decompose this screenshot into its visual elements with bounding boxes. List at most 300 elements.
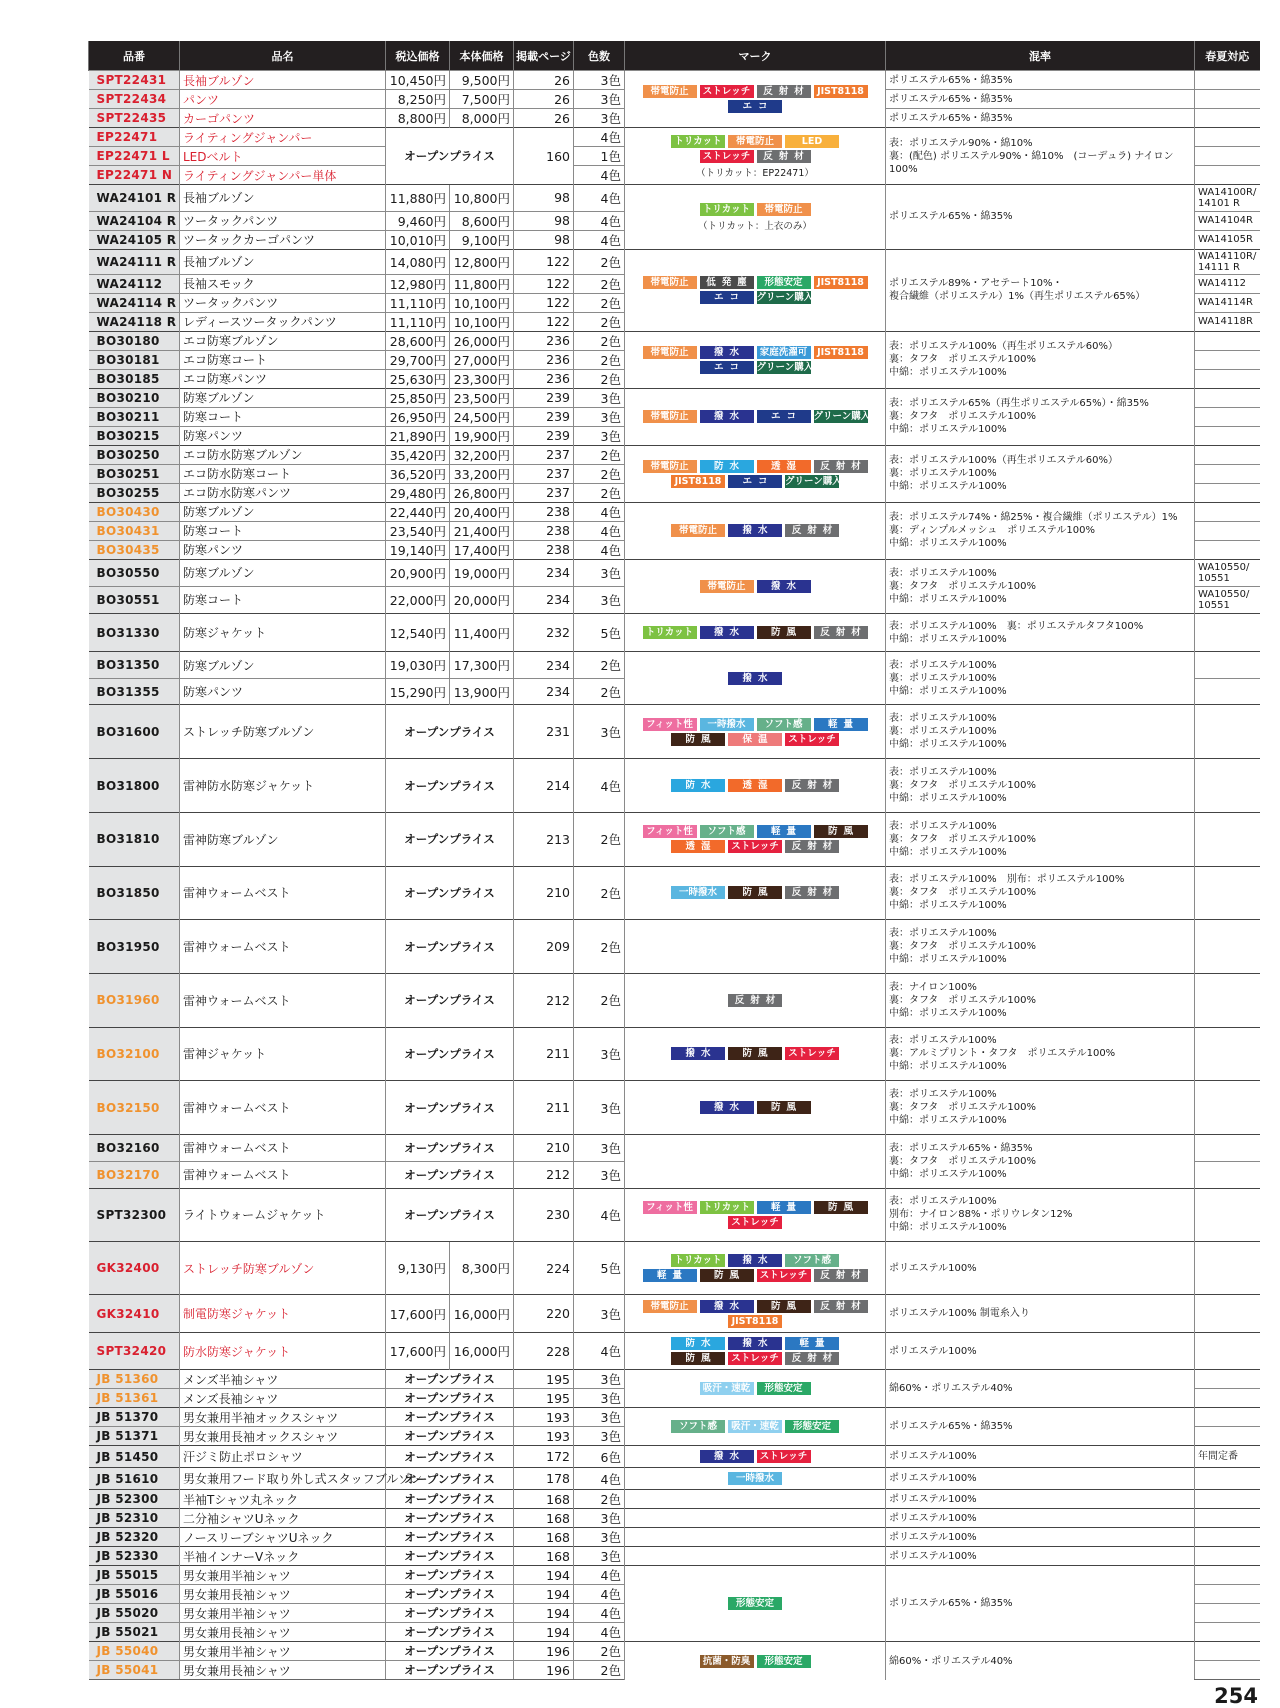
color-count: 4色	[574, 166, 625, 185]
table-row	[89, 1370, 1260, 1389]
product-name: ストレッチ防寒ブルゾン	[180, 1242, 386, 1295]
product-name: 雷神防水防寒ジャケット	[180, 759, 386, 813]
mix-line: ポリエステル100%	[889, 1512, 977, 1524]
mix-line: ポリエステル100%	[889, 1550, 977, 1562]
mark-badge: ストレッチ	[785, 1047, 839, 1060]
mark-line	[629, 1216, 881, 1229]
table-row	[89, 502, 1260, 521]
mix-line: 裏：タフタ ポリエステル100%	[889, 1155, 1036, 1167]
summer-model	[1195, 1490, 1260, 1509]
material-mix	[886, 559, 1195, 613]
page-number: 254	[1214, 1684, 1258, 1708]
mix-line: 中綿：ポリエステル100%	[889, 538, 1007, 550]
product-name: エコ防水防寒パンツ	[180, 483, 386, 502]
table-row	[89, 920, 1260, 974]
open-price: オープンプライス	[386, 1566, 514, 1585]
material-mix	[886, 1027, 1195, 1081]
open-price: オープンプライス	[386, 1509, 514, 1528]
mark-badge: 抗菌・防臭	[700, 1655, 754, 1668]
catalog-page: 238	[514, 540, 574, 559]
product-name: エコ防水防寒ブルゾン	[180, 445, 386, 464]
base-price: 10,100円	[450, 293, 514, 312]
mark-line	[629, 460, 881, 473]
mark-badge: JIST8118	[814, 276, 868, 289]
tax-included-price: 25,630円	[386, 369, 450, 388]
mark-note: （トリカット：上衣のみ）	[698, 221, 812, 233]
product-name: 男女兼用半袖シャツ	[180, 1604, 386, 1623]
mark-line	[629, 886, 881, 899]
catalog-page: 213	[514, 812, 574, 866]
product-code: JB 52320	[89, 1528, 180, 1547]
table-row	[89, 1027, 1260, 1081]
table-row	[89, 388, 1260, 407]
product-name: 防寒パンツ	[180, 540, 386, 559]
feature-marks	[625, 1468, 886, 1490]
mark-badge: グリーン購入法	[756, 292, 823, 304]
open-price: オープンプライス	[386, 866, 514, 920]
mix-line: 表：ポリエステル100%	[889, 659, 997, 671]
product-name: 長袖ブルゾン	[180, 71, 386, 90]
catalog-page: 238	[514, 502, 574, 521]
catalog-page: 220	[514, 1295, 574, 1333]
tax-included-price: 15,290円	[386, 678, 450, 705]
mark-badge: 帯電防止	[643, 85, 697, 98]
product-code: WA24105 R	[89, 230, 180, 249]
catalog-page: 234	[514, 678, 574, 705]
table-row	[89, 613, 1260, 652]
material-mix	[886, 502, 1195, 559]
summer-model	[1195, 1242, 1260, 1295]
mark-badge: エコ	[728, 475, 782, 488]
header-name: 品名	[180, 41, 386, 71]
base-price: 26,800円	[450, 483, 514, 502]
mark-badge: 撥水	[700, 1300, 754, 1313]
catalog-page: 210	[514, 1134, 574, 1161]
catalog-page: 236	[514, 369, 574, 388]
mark-badge: ストレッチ	[728, 1352, 782, 1365]
mark-badge: 帯電防止	[643, 460, 697, 473]
color-count: 2色	[574, 1661, 625, 1680]
product-code: BO30181	[89, 350, 180, 369]
mark-line	[629, 85, 881, 98]
mix-line: 中綿：ポリエステル100%	[889, 633, 1007, 645]
material-mix	[886, 1081, 1195, 1135]
product-name: 雷神防寒ブルゾン	[180, 812, 386, 866]
tax-included-price: 19,030円	[386, 652, 450, 679]
product-name: 男女兼用長袖オックスシャツ	[180, 1427, 386, 1446]
mark-badge: 反射材	[785, 524, 839, 537]
material-mix	[886, 1295, 1195, 1333]
catalog-page: 26	[514, 90, 574, 109]
feature-marks	[625, 331, 886, 388]
product-code: BO32150	[89, 1081, 180, 1135]
mark-badge: エコ	[700, 361, 754, 374]
catalog-page: 26	[514, 109, 574, 128]
color-count: 2色	[574, 293, 625, 312]
color-count: 2色	[574, 652, 625, 679]
material-mix	[886, 1242, 1195, 1295]
tax-included-price: 17,600円	[386, 1332, 450, 1370]
table-row	[89, 559, 1260, 586]
mix-line: 中綿：ポリエステル100%	[889, 424, 1007, 436]
mark-badge: 透湿	[728, 779, 782, 792]
mark-badge: ストレッチ	[785, 733, 839, 746]
summer-model	[1195, 613, 1260, 652]
product-code: BO30431	[89, 521, 180, 540]
mix-line: 表：ポリエステル100%	[889, 767, 997, 779]
color-count: 3色	[574, 407, 625, 426]
summer-model	[1195, 540, 1260, 559]
base-price: 9,500円	[450, 71, 514, 90]
tax-included-price: 35,420円	[386, 445, 450, 464]
product-name: 防寒ブルゾン	[180, 388, 386, 407]
summer-model: WA14112	[1195, 274, 1260, 293]
color-count: 2色	[574, 812, 625, 866]
product-name: 防寒ブルゾン	[180, 502, 386, 521]
mix-line: 綿60%・ポリエステル40%	[889, 1383, 1013, 1395]
color-count: 3色	[574, 1427, 625, 1446]
catalog-page: 194	[514, 1566, 574, 1585]
material-mix	[886, 705, 1195, 759]
mark-badge: グリーン購入法	[756, 361, 823, 373]
mix-line: 裏：タフタ ポリエステル100%	[889, 887, 1036, 899]
color-count: 4色	[574, 1585, 625, 1604]
color-count: 2色	[574, 249, 625, 274]
mark-badge: 防水	[700, 460, 754, 473]
mark-badge: JIST8118	[814, 346, 868, 359]
color-count: 3色	[574, 586, 625, 613]
product-code: BO30185	[89, 369, 180, 388]
header-mix: 混率	[886, 41, 1195, 71]
mark-badge: フィット性	[643, 718, 697, 731]
summer-model: WA14114R	[1195, 293, 1260, 312]
mark-badge: JIST8118	[671, 475, 725, 488]
mark-line	[629, 135, 881, 148]
feature-marks	[625, 1081, 886, 1135]
summer-model	[1195, 1427, 1260, 1446]
product-name: 雷神ウォームベスト	[180, 1134, 386, 1161]
mix-line: 表：ポリエステル100% 裏：ポリエステルタフタ100%	[889, 620, 1144, 632]
product-code: BO32160	[89, 1134, 180, 1161]
color-count: 2色	[574, 1490, 625, 1509]
catalog-page: 211	[514, 1081, 574, 1135]
tax-included-price: 28,600円	[386, 331, 450, 350]
mark-line	[629, 1315, 881, 1328]
mark-badge: 撥水	[757, 580, 811, 593]
base-price: 20,000円	[450, 586, 514, 613]
color-count: 4色	[574, 1468, 625, 1490]
summer-model	[1195, 1027, 1260, 1081]
product-table	[88, 41, 1260, 1680]
color-count: 4色	[574, 521, 625, 540]
table-row	[89, 759, 1260, 813]
mark-badge: ストレッチ	[700, 150, 754, 163]
mix-line: 中綿：ポリエステル100%	[889, 593, 1007, 605]
mark-line	[629, 580, 881, 593]
catalog-page: 98	[514, 230, 574, 249]
material-mix	[886, 866, 1195, 920]
summer-model	[1195, 426, 1260, 445]
summer-model: WA10550/ 10551	[1195, 559, 1260, 586]
tax-included-price: 12,540円	[386, 613, 450, 652]
mark-badge: 防風	[757, 1101, 811, 1114]
catalog-page: 196	[514, 1661, 574, 1680]
product-name: ノースリーブシャツUネック	[180, 1528, 386, 1547]
mix-line: 裏：タフタ ポリエステル100%	[889, 411, 1036, 423]
mark-badge: 防風	[728, 1047, 782, 1060]
mix-line: 表：ナイロン100%	[889, 981, 977, 993]
mark-badge: 軽量	[757, 1201, 811, 1214]
product-name: 男女兼用半袖シャツ	[180, 1642, 386, 1661]
product-code: BO30211	[89, 407, 180, 426]
summer-model: WA14110R/ 14111 R	[1195, 249, 1260, 274]
table-row	[89, 1468, 1260, 1490]
summer-model	[1195, 705, 1260, 759]
mix-line: ポリエステル100%	[889, 1451, 977, 1463]
mix-line: 中綿：ポリエステル100%	[889, 1222, 1007, 1234]
summer-model	[1195, 71, 1260, 90]
catalog-page: 239	[514, 407, 574, 426]
mark-badge: 撥水	[671, 1047, 725, 1060]
color-count: 2色	[574, 866, 625, 920]
mix-line: 表：ポリエステル100%	[889, 713, 997, 725]
catalog-page: 224	[514, 1242, 574, 1295]
mark-badge: グリーン購入法	[785, 475, 852, 487]
product-code: WA24104 R	[89, 211, 180, 230]
product-code: JB 52310	[89, 1509, 180, 1528]
mark-line	[629, 1101, 881, 1114]
product-name: 男女兼用長袖シャツ	[180, 1623, 386, 1642]
table-header-row	[89, 41, 1260, 71]
catalog-page: 237	[514, 483, 574, 502]
mark-line	[629, 1597, 881, 1610]
mark-line	[629, 733, 881, 746]
open-price: オープンプライス	[386, 1468, 514, 1490]
product-code: BO30180	[89, 331, 180, 350]
open-price: オープンプライス	[386, 1490, 514, 1509]
summer-model	[1195, 464, 1260, 483]
mark-line	[629, 1337, 881, 1350]
summer-model	[1195, 1509, 1260, 1528]
summer-model	[1195, 369, 1260, 388]
summer-model	[1195, 1528, 1260, 1547]
color-count: 3色	[574, 90, 625, 109]
mark-badge: 保温	[728, 733, 782, 746]
color-count: 4色	[574, 759, 625, 813]
tax-included-price: 8,800円	[386, 109, 450, 128]
tax-included-price: 12,980円	[386, 274, 450, 293]
product-code: JB 51371	[89, 1427, 180, 1446]
open-price: オープンプライス	[386, 1161, 514, 1188]
base-price: 16,000円	[450, 1295, 514, 1333]
summer-model	[1195, 1642, 1260, 1661]
header-marks: マーク	[625, 41, 886, 71]
mark-badge: ストレッチ	[757, 1269, 811, 1282]
table-row	[89, 185, 1260, 212]
catalog-page: 234	[514, 559, 574, 586]
color-count: 4色	[574, 1332, 625, 1370]
mark-badge: 防風	[728, 886, 782, 899]
catalog-page: 232	[514, 613, 574, 652]
product-name: 男女兼用長袖シャツ	[180, 1585, 386, 1604]
color-count: 3色	[574, 1528, 625, 1547]
material-mix	[886, 973, 1195, 1027]
tax-included-price: 10,010円	[386, 230, 450, 249]
open-price: オープンプライス	[386, 1642, 514, 1661]
catalog-page: 236	[514, 331, 574, 350]
table-row	[89, 1081, 1260, 1135]
material-mix: ポリエステル65%・綿35%	[886, 71, 1195, 90]
base-price: 10,100円	[450, 312, 514, 331]
material-mix	[886, 445, 1195, 502]
feature-marks	[625, 1134, 886, 1188]
product-code: BO31810	[89, 812, 180, 866]
mark-line	[629, 1201, 881, 1214]
color-count: 3色	[574, 426, 625, 445]
mark-badge: JIST8118	[728, 1315, 782, 1328]
tax-included-price: 11,110円	[386, 312, 450, 331]
product-code: JB 51610	[89, 1468, 180, 1490]
base-price: 11,800円	[450, 274, 514, 293]
summer-model	[1195, 1332, 1260, 1370]
product-name: 防寒パンツ	[180, 678, 386, 705]
mark-badge: 形態安定	[728, 1597, 782, 1610]
mix-line: 中綿：ポリエステル100%	[889, 1115, 1007, 1127]
material-mix	[886, 652, 1195, 705]
product-code: BO32100	[89, 1027, 180, 1081]
mark-badge: エコ	[700, 291, 754, 304]
product-name: ツータックパンツ	[180, 293, 386, 312]
product-name: ライティングジャンパー単体	[180, 166, 386, 185]
color-count: 1色	[574, 147, 625, 166]
base-price: 24,500円	[450, 407, 514, 426]
catalog-page: 98	[514, 185, 574, 212]
summer-model	[1195, 973, 1260, 1027]
summer-model: 年間定番	[1195, 1446, 1260, 1468]
mark-line	[629, 1047, 881, 1060]
mark-badge: グリーン購入法	[813, 411, 880, 423]
catalog-page: 172	[514, 1446, 574, 1468]
product-name: パンツ	[180, 90, 386, 109]
feature-marks	[625, 613, 886, 652]
mark-badge: 軽量	[814, 718, 868, 731]
summer-model: WA10550/ 10551	[1195, 586, 1260, 613]
color-count: 4色	[574, 502, 625, 521]
product-code: WA24114 R	[89, 293, 180, 312]
product-code: BO30435	[89, 540, 180, 559]
mark-badge: トリカット	[700, 1201, 754, 1214]
catalog-page: 234	[514, 586, 574, 613]
catalog-page: 168	[514, 1547, 574, 1566]
mark-badge: 透湿	[757, 460, 811, 473]
base-price: 16,000円	[450, 1332, 514, 1370]
open-price: オープンプライス	[386, 128, 514, 185]
mix-line: 表：ポリエステル100%	[889, 1196, 997, 1208]
mark-badge: 軽量	[785, 1337, 839, 1350]
product-code: JB 51450	[89, 1446, 180, 1468]
product-name: 防水防寒ジャケット	[180, 1332, 386, 1370]
catalog-page: 237	[514, 464, 574, 483]
mark-badge: ストレッチ	[728, 1216, 782, 1229]
material-mix	[886, 1509, 1195, 1528]
feature-marks	[625, 1332, 886, 1370]
color-count: 2色	[574, 312, 625, 331]
base-price: 23,300円	[450, 369, 514, 388]
mark-badge: 防風	[814, 1201, 868, 1214]
color-count: 6色	[574, 1446, 625, 1468]
material-mix	[886, 1446, 1195, 1468]
product-code: BO30255	[89, 483, 180, 502]
mark-badge: 吸汗・速乾	[728, 1420, 782, 1433]
base-price: 13,900円	[450, 678, 514, 705]
product-name: 雷神ウォームベスト	[180, 1161, 386, 1188]
product-code: JB 52330	[89, 1547, 180, 1566]
product-name: エコ防水防寒コート	[180, 464, 386, 483]
mark-line	[629, 718, 881, 731]
feature-marks	[625, 1642, 886, 1680]
mix-line: 裏：タフタ ポリエステル100%	[889, 994, 1036, 1006]
mix-line: ポリエステル65%・綿35%	[889, 1421, 1013, 1433]
color-count: 4色	[574, 1566, 625, 1585]
feature-marks	[625, 1490, 886, 1509]
product-code: BO31850	[89, 866, 180, 920]
mark-line	[629, 361, 881, 374]
open-price: オープンプライス	[386, 1547, 514, 1566]
summer-model	[1195, 483, 1260, 502]
mark-line	[629, 825, 881, 838]
product-name: 防寒パンツ	[180, 426, 386, 445]
mix-line: 表：ポリエステル100%（再生ポリエステル60%）	[889, 341, 1119, 353]
mark-line	[629, 626, 881, 639]
open-price: オープンプライス	[386, 1370, 514, 1389]
mark-line	[629, 840, 881, 853]
feature-marks	[625, 652, 886, 705]
mix-line: 綿60%・ポリエステル40%	[889, 1655, 1013, 1667]
summer-model	[1195, 812, 1260, 866]
table-row	[89, 1528, 1260, 1547]
summer-model	[1195, 759, 1260, 813]
catalog-page: 212	[514, 973, 574, 1027]
color-count: 5色	[574, 1242, 625, 1295]
feature-marks	[625, 128, 886, 185]
color-count: 3色	[574, 71, 625, 90]
tax-included-price: 25,850円	[386, 388, 450, 407]
product-code: BO30550	[89, 559, 180, 586]
mix-line: 裏：(配色) ポリエステル90%・綿10% (コーデュラ) ナイロン100%	[889, 150, 1174, 175]
mark-badge: 防水	[671, 1337, 725, 1350]
product-name: ツータックカーゴパンツ	[180, 230, 386, 249]
product-code: SPT22431	[89, 71, 180, 90]
catalog-page: 194	[514, 1604, 574, 1623]
mark-badge: 撥水	[700, 410, 754, 423]
tax-included-price: 36,520円	[386, 464, 450, 483]
mark-badge: 反射材	[814, 460, 868, 473]
table-row	[89, 71, 1260, 90]
base-price: 17,400円	[450, 540, 514, 559]
color-count: 4色	[574, 1604, 625, 1623]
color-count: 2色	[574, 464, 625, 483]
mark-badge: 吸汗・速乾	[700, 1382, 754, 1395]
mix-line: 表：ポリエステル100%	[889, 1035, 997, 1047]
color-count: 3色	[574, 1509, 625, 1528]
mark-badge: 形態安定	[757, 1655, 811, 1668]
color-count: 3色	[574, 1389, 625, 1408]
mix-line: 裏：ディンプルメッシュ ポリエステル100%	[889, 525, 1095, 537]
summer-model	[1195, 652, 1260, 679]
tax-included-price: 9,130円	[386, 1242, 450, 1295]
product-code: JB 51361	[89, 1389, 180, 1408]
mark-badge: エコ	[757, 410, 811, 423]
